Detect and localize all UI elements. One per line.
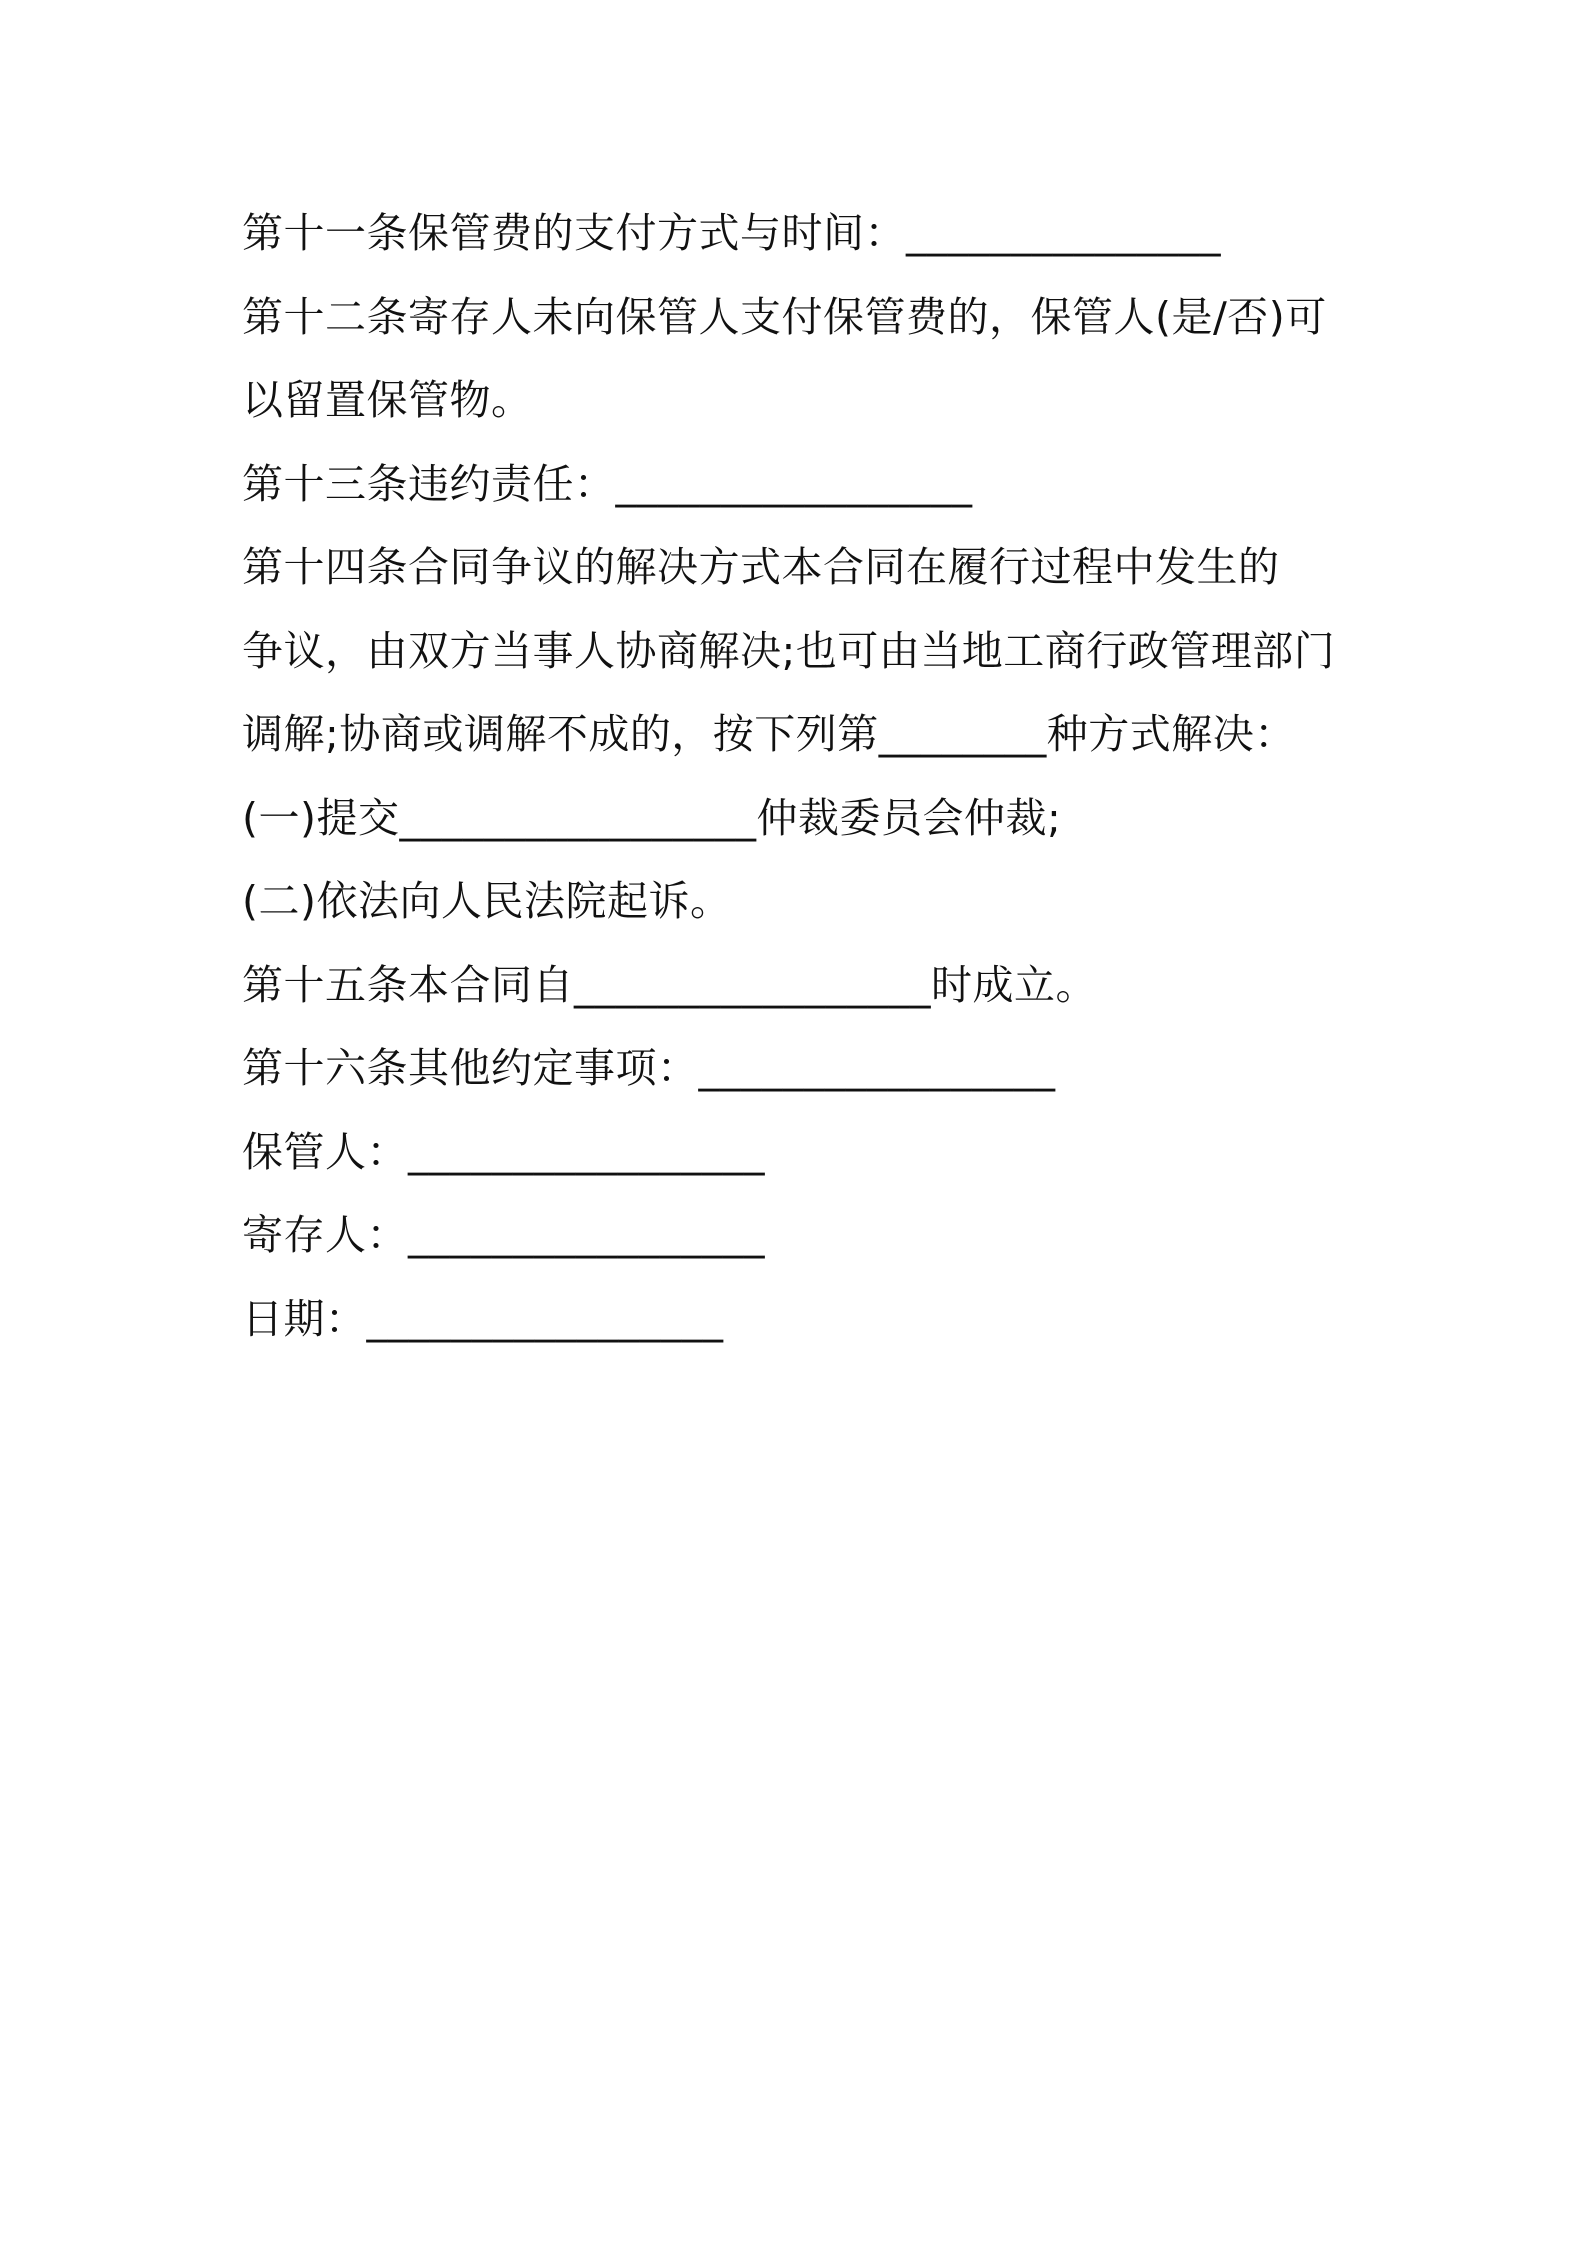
clause-12-lien-line-2: 以留置保管物。 [242, 376, 533, 424]
clause-14-dispute-line-3: 调解;协商或调解不成的，按下列第________种方式解决： [242, 710, 1296, 758]
clause-16-other-matters: 第十六条其他约定事项：_________________ [242, 1044, 1056, 1092]
clause-14-dispute-line-2: 争议，由双方当事人协商解决;也可由当地工商行政管理部门 [242, 626, 1336, 675]
signature-date: 日期：_________________ [242, 1294, 724, 1343]
clause-13-liability: 第十三条违约责任：_________________ [242, 459, 973, 508]
dispute-option-arbitration: (一)提交_________________仲裁委员会仲裁; [242, 793, 1062, 842]
dispute-option-litigation: (二)依法向人民法院起诉。 [242, 877, 732, 925]
signature-depositor: 寄存人：_________________ [242, 1211, 765, 1259]
clause-15-effective: 第十五条本合同自_________________时成立。 [242, 960, 1097, 1009]
clause-12-lien-line-1: 第十二条寄存人未向保管人支付保管费的，保管人(是/否)可 [242, 292, 1327, 341]
clause-14-dispute-line-1: 第十四条合同争议的解决方式本合同在履行过程中发生的 [242, 543, 1280, 591]
contract-clauses [242, 192, 1362, 1361]
signature-custodian: 保管人：_________________ [242, 1127, 765, 1176]
clause-11-payment-method: 第十一条保管费的支付方式与时间：_______________ [242, 209, 1221, 257]
